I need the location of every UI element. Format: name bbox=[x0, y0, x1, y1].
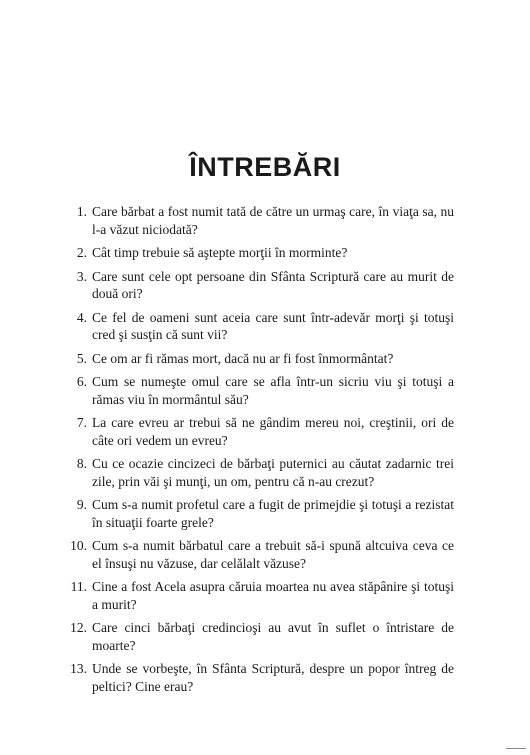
question-text: La care evreu ar trebui să ne gândim mereu noi, creştinii, ori de câte ori vedem un evreu? bbox=[92, 415, 454, 448]
question-text: Cum s-a numit profetul care a fugit de primejdie şi totuşi a rezistat în situaţii foarte grele? bbox=[92, 497, 454, 530]
question-item bbox=[64, 203, 454, 238]
question-text: Ce fel de oameni sunt aceia care sunt într-adevăr morţi şi totuşi cred şi susţin că sunt vii? bbox=[92, 309, 454, 342]
question-number: 6. bbox=[76, 374, 87, 389]
question-text: Care bărbat a fost numit tată de către un urmaş care, în viaţa sa, nu l-a văzut niciodată? bbox=[92, 204, 454, 237]
question-item bbox=[64, 350, 454, 368]
question-item bbox=[64, 455, 454, 490]
question-number: 12. bbox=[70, 620, 87, 635]
question-number: 9. bbox=[76, 497, 87, 512]
question-number: 1. bbox=[76, 204, 87, 219]
question-item bbox=[64, 268, 454, 303]
question-number: 13. bbox=[70, 661, 87, 676]
question-text: Cum se numeşte omul care se afla într-un sicriu viu şi totuşi a rămas viu în mormântul său? bbox=[92, 374, 454, 407]
question-item bbox=[64, 578, 454, 613]
question-item bbox=[64, 660, 454, 695]
question-number: 2. bbox=[76, 245, 87, 260]
question-item bbox=[64, 496, 454, 531]
question-text: Cât timp trebuie să aştepte morţii în morminte? bbox=[92, 245, 348, 260]
question-number: 7. bbox=[76, 415, 87, 430]
question-text: Ce om ar fi rămas mort, dacă nu ar fi fost înmormântat? bbox=[92, 350, 394, 366]
question-item bbox=[64, 414, 454, 449]
question-number: 5. bbox=[76, 350, 87, 366]
question-text: Care sunt cele opt persoane din Sfânta Scriptură care au murit de două ori? bbox=[92, 268, 454, 301]
question-item bbox=[64, 537, 454, 572]
question-text: Unde se vorbeşte, în Sfânta Scriptură, despre un popor întreg de peltici? Cine erau? bbox=[92, 661, 454, 694]
question-list bbox=[64, 203, 454, 701]
question-number: 3. bbox=[76, 268, 87, 284]
page-corner-mark bbox=[506, 748, 526, 749]
question-number: 8. bbox=[76, 456, 87, 471]
question-text: Cu ce ocazie cincizeci de bărbaţi puternici au căutat zadarnic trei zile, prin văi şi munţi, un om, pentru că n-au crezut? bbox=[92, 456, 454, 489]
question-item bbox=[64, 309, 454, 344]
question-item bbox=[64, 244, 454, 262]
page-title: ÎNTREBĂRI bbox=[189, 152, 341, 183]
question-number: 4. bbox=[76, 309, 87, 325]
question-text: Cine a fost Acela asupra căruia moartea nu avea stăpânire şi totuşi a murit? bbox=[92, 579, 454, 612]
question-number: 11. bbox=[70, 579, 87, 594]
question-item bbox=[64, 373, 454, 408]
question-number: 10. bbox=[70, 538, 87, 553]
question-text: Care cinci bărbaţi credincioşi au avut în suflet o întristare de moarte? bbox=[92, 620, 454, 653]
question-item bbox=[64, 619, 454, 654]
question-text: Cum s-a numit bărbatul care a trebuit să-i spună altcuiva ceva ce el însuşi nu văzuse, dar celălalt văzuse? bbox=[92, 538, 454, 571]
